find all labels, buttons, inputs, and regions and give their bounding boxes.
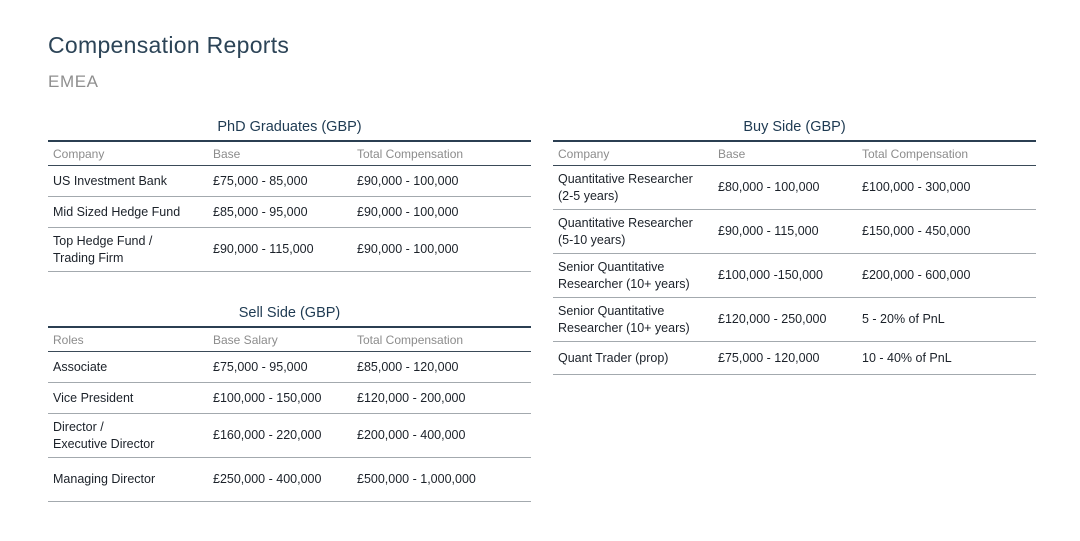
table-header-row xyxy=(48,141,531,166)
total-comp-cell: 5 - 20% of PnL xyxy=(857,298,1036,342)
table-row xyxy=(48,166,531,197)
total-comp-cell: £200,000 - 400,000 xyxy=(352,414,531,458)
table-header-row xyxy=(553,141,1036,166)
total-comp-cell: £500,000 - 1,000,000 xyxy=(352,458,531,502)
base-salary-cell: £160,000 - 220,000 xyxy=(208,414,352,458)
base-cell: £90,000 - 115,000 xyxy=(713,210,857,254)
total-comp-cell: £90,000 - 100,000 xyxy=(352,166,531,197)
base-cell: £85,000 - 95,000 xyxy=(208,197,352,228)
column-header: Company xyxy=(48,141,208,166)
table-header-row xyxy=(48,327,531,352)
base-cell: £100,000 -150,000 xyxy=(713,254,857,298)
column-header: Base xyxy=(208,141,352,166)
phd-graduates-table xyxy=(48,119,531,272)
company-cell: Mid Sized Hedge Fund xyxy=(48,197,208,228)
total-comp-cell: £85,000 - 120,000 xyxy=(352,352,531,383)
role-cell: Vice President xyxy=(48,383,208,414)
column-header: Base xyxy=(713,141,857,166)
company-cell: US Investment Bank xyxy=(48,166,208,197)
company-cell: Quantitative Researcher (2-5 years) xyxy=(553,166,713,210)
table-row xyxy=(48,228,531,272)
buy-side-table xyxy=(553,119,1036,375)
table-row xyxy=(48,383,531,414)
base-salary-cell: £100,000 - 150,000 xyxy=(208,383,352,414)
page-title: Compensation Reports xyxy=(48,32,290,58)
total-comp-cell: £90,000 - 100,000 xyxy=(352,228,531,272)
table-row xyxy=(553,166,1036,210)
total-comp-cell: £100,000 - 300,000 xyxy=(857,166,1036,210)
page-subtitle: EMEA xyxy=(48,72,99,91)
base-cell: £75,000 - 85,000 xyxy=(208,166,352,197)
table-row xyxy=(553,298,1036,342)
table-row xyxy=(48,352,531,383)
role-cell: Director / Executive Director xyxy=(48,414,208,458)
total-comp-cell: 10 - 40% of PnL xyxy=(857,342,1036,375)
column-header: Base Salary xyxy=(208,327,352,352)
sell-table-title: Sell Side (GBP) xyxy=(238,305,341,321)
base-cell: £80,000 - 100,000 xyxy=(713,166,857,210)
column-header: Roles xyxy=(48,327,208,352)
company-cell: Top Hedge Fund / Trading Firm xyxy=(48,228,208,272)
role-cell: Managing Director xyxy=(48,458,208,502)
table-row xyxy=(553,210,1036,254)
company-cell: Quant Trader (prop) xyxy=(553,342,713,375)
total-comp-cell: £90,000 - 100,000 xyxy=(352,197,531,228)
total-comp-cell: £150,000 - 450,000 xyxy=(857,210,1036,254)
table-row xyxy=(553,342,1036,375)
column-header: Company xyxy=(553,141,713,166)
table-row xyxy=(553,254,1036,298)
role-cell: Associate xyxy=(48,352,208,383)
buy-table-title: Buy Side (GBP) xyxy=(743,119,846,135)
total-comp-cell: £120,000 - 200,000 xyxy=(352,383,531,414)
company-cell: Senior Quantitative Researcher (10+ years) xyxy=(553,298,713,342)
total-comp-cell: £200,000 - 600,000 xyxy=(857,254,1036,298)
base-cell: £120,000 - 250,000 xyxy=(713,298,857,342)
base-salary-cell: £75,000 - 95,000 xyxy=(208,352,352,383)
column-header: Total Compensation xyxy=(352,141,531,166)
base-salary-cell: £250,000 - 400,000 xyxy=(208,458,352,502)
table-row xyxy=(48,458,531,502)
column-header: Total Compensation xyxy=(352,327,531,352)
table-row xyxy=(48,414,531,458)
phd-table-title: PhD Graduates (GBP) xyxy=(217,119,362,135)
column-header: Total Compensation xyxy=(857,141,1036,166)
base-cell: £90,000 - 115,000 xyxy=(208,228,352,272)
base-cell: £75,000 - 120,000 xyxy=(713,342,857,375)
table-row xyxy=(48,197,531,228)
sell-side-table xyxy=(48,305,531,502)
company-cell: Quantitative Researcher (5-10 years) xyxy=(553,210,713,254)
company-cell: Senior Quantitative Researcher (10+ years) xyxy=(553,254,713,298)
